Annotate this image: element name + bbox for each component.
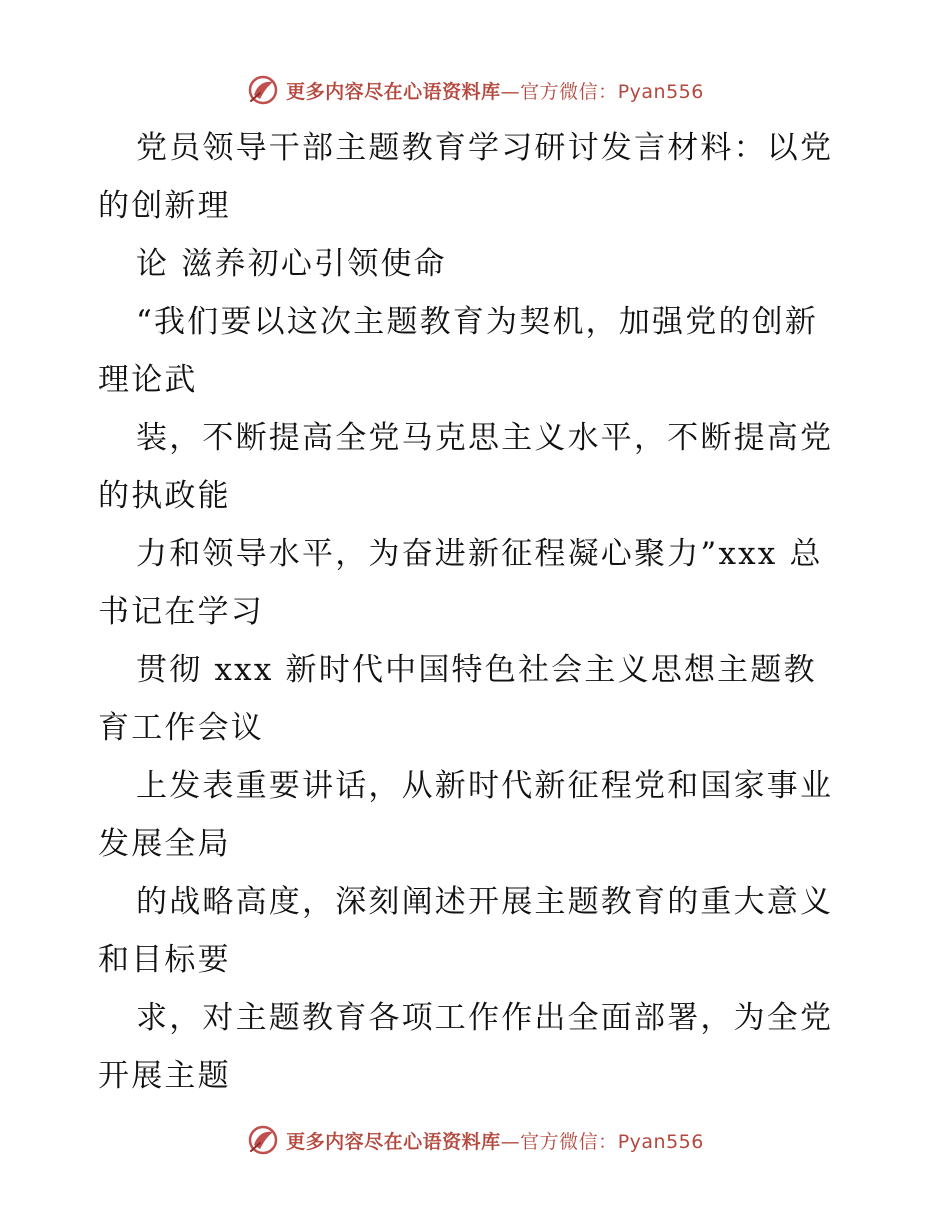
body-line: 论 滋养初心引领使命: [136, 246, 447, 282]
body-line: 党员领导干部主题教育学习研讨发言材料：以党: [136, 130, 834, 166]
banner-site-name: 更多内容尽在心语资料库: [286, 80, 501, 103]
banner-wechat-id: Pyan556: [617, 1130, 704, 1153]
body-line: 的创新理: [98, 188, 231, 224]
footer-banner: [0, 1120, 950, 1160]
body-line: 书记在学习: [98, 594, 264, 630]
body-line: 力和领导水平，为奋进新征程凝心聚力”xxx 总: [136, 536, 823, 572]
body-line: 开展主题: [98, 1058, 231, 1094]
document-body: [98, 119, 858, 1105]
banner-wechat-id: Pyan556: [617, 80, 704, 103]
body-line: 的执政能: [98, 478, 231, 514]
body-line: 装，不断提高全党马克思主义水平，不断提高党: [136, 420, 834, 456]
body-line: “我们要以这次主题教育为契机，加强党的创新: [136, 304, 819, 340]
body-line: 贯彻 xxx 新时代中国特色社会主义思想主题教: [136, 652, 817, 688]
banner-dash: —: [500, 80, 521, 103]
body-line: 发展全局: [98, 826, 231, 862]
body-line: 上发表重要讲话，从新时代新征程党和国家事业: [136, 768, 834, 804]
banner-site-name: 更多内容尽在心语资料库: [286, 1130, 501, 1153]
header-banner: [0, 70, 950, 110]
body-line: 的战略高度，深刻阐述开展主题教育的重大意义: [136, 884, 834, 920]
body-line: 理论武: [98, 362, 198, 398]
banner-wechat-label: 官方微信：: [520, 80, 618, 103]
ink-brush-logo-icon: [246, 1123, 280, 1157]
body-line: 和目标要: [98, 942, 231, 978]
banner-dash: —: [500, 1130, 521, 1153]
body-line: 求，对主题教育各项工作作出全面部署，为全党: [136, 1000, 834, 1036]
body-line: 育工作会议: [98, 710, 264, 746]
ink-brush-logo-icon: [246, 73, 280, 107]
banner-wechat-label: 官方微信：: [520, 1130, 618, 1153]
